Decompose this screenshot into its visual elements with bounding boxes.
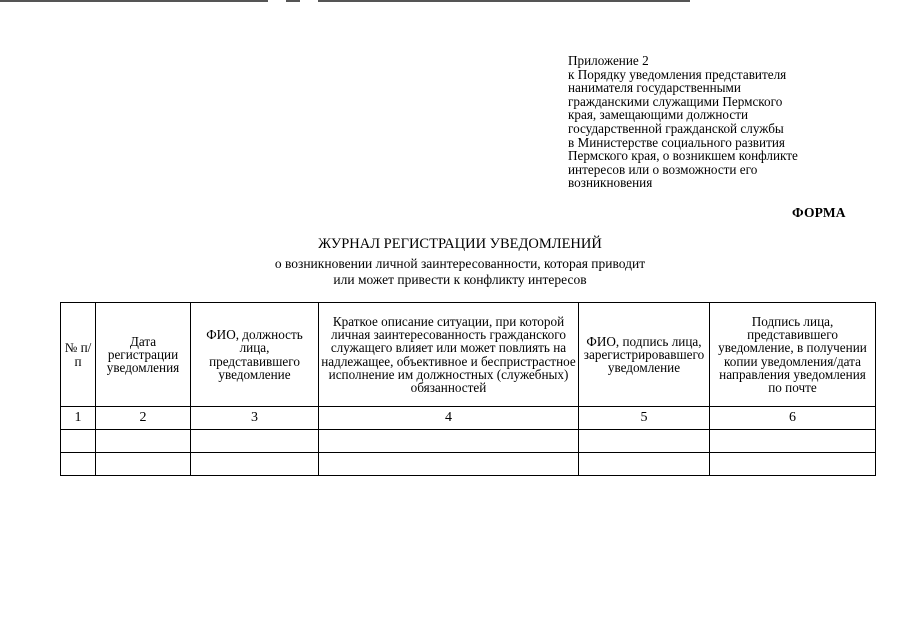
empty-cell: [319, 430, 579, 453]
appendix-line: Пермского края, о возникшем конфликте: [568, 148, 798, 164]
table-row: [61, 453, 876, 476]
header-situation-description: Краткое описание ситуации, при которой личная заинтересованность гражданского служащего влияет или может повлиять на надлежащее, объективное и беспристрастное исполнение им должностных (служебных) обязанностей: [319, 303, 579, 407]
column-number: 6: [710, 407, 876, 430]
journal-subtitle-line-2: или может привести к конфликту интересов: [333, 272, 587, 287]
appendix-block: [568, 54, 868, 190]
appendix-line: интересов или о возможности его: [568, 161, 758, 177]
empty-cell: [579, 453, 710, 476]
header-registration-date: Дата регистрации уведомления: [96, 303, 191, 407]
registration-journal-table: [60, 302, 876, 476]
journal-subtitle-line-1: о возникновении личной заинтересованности, которая приводит: [274, 256, 646, 271]
appendix-line: в Министерстве социального развития: [568, 134, 785, 150]
appendix-line: нанимателя государственными: [568, 80, 741, 96]
form-label: ФОРМА: [792, 205, 846, 220]
header-submitter-signature: Подпись лица, представившего уведомление, в получении копии уведомления/дата направления уведомления по почте: [710, 303, 876, 407]
column-number: 4: [319, 407, 579, 430]
scan-edge-right: [318, 0, 690, 2]
table-header-row: [61, 303, 876, 407]
scan-edge-left: [0, 0, 268, 2]
table-row: [61, 430, 876, 453]
empty-cell: [96, 453, 191, 476]
empty-cell: [191, 453, 319, 476]
column-number: 5: [579, 407, 710, 430]
appendix-line: Приложение 2: [568, 53, 649, 68]
empty-cell: [61, 430, 96, 453]
appendix-line: возникновения: [568, 175, 653, 191]
column-number: 2: [96, 407, 191, 430]
appendix-line: государственной гражданской службы: [568, 120, 784, 136]
empty-cell: [61, 453, 96, 476]
empty-cell: [579, 430, 710, 453]
column-number: 3: [191, 407, 319, 430]
empty-cell: [710, 430, 876, 453]
header-number: № п/п: [61, 303, 96, 407]
scan-edge-mid: [286, 0, 300, 2]
header-submitter-name-position: ФИО, должность лица, представившего уведомление: [191, 303, 319, 407]
column-number: 1: [61, 407, 96, 430]
empty-cell: [191, 430, 319, 453]
appendix-line: края, замещающими должности: [568, 107, 749, 123]
journal-title: ЖУРНАЛ РЕГИСТРАЦИИ УВЕДОМЛЕНИЙ: [318, 236, 602, 252]
empty-cell: [319, 453, 579, 476]
header-registrar-name-signature: ФИО, подпись лица, зарегистрировавшего уведомление: [579, 303, 710, 407]
appendix-line: гражданскими служащими Пермского: [568, 93, 783, 109]
appendix-line: к Порядку уведомления представителя: [568, 66, 787, 82]
empty-cell: [710, 453, 876, 476]
empty-cell: [96, 430, 191, 453]
column-number-row: [61, 407, 876, 430]
